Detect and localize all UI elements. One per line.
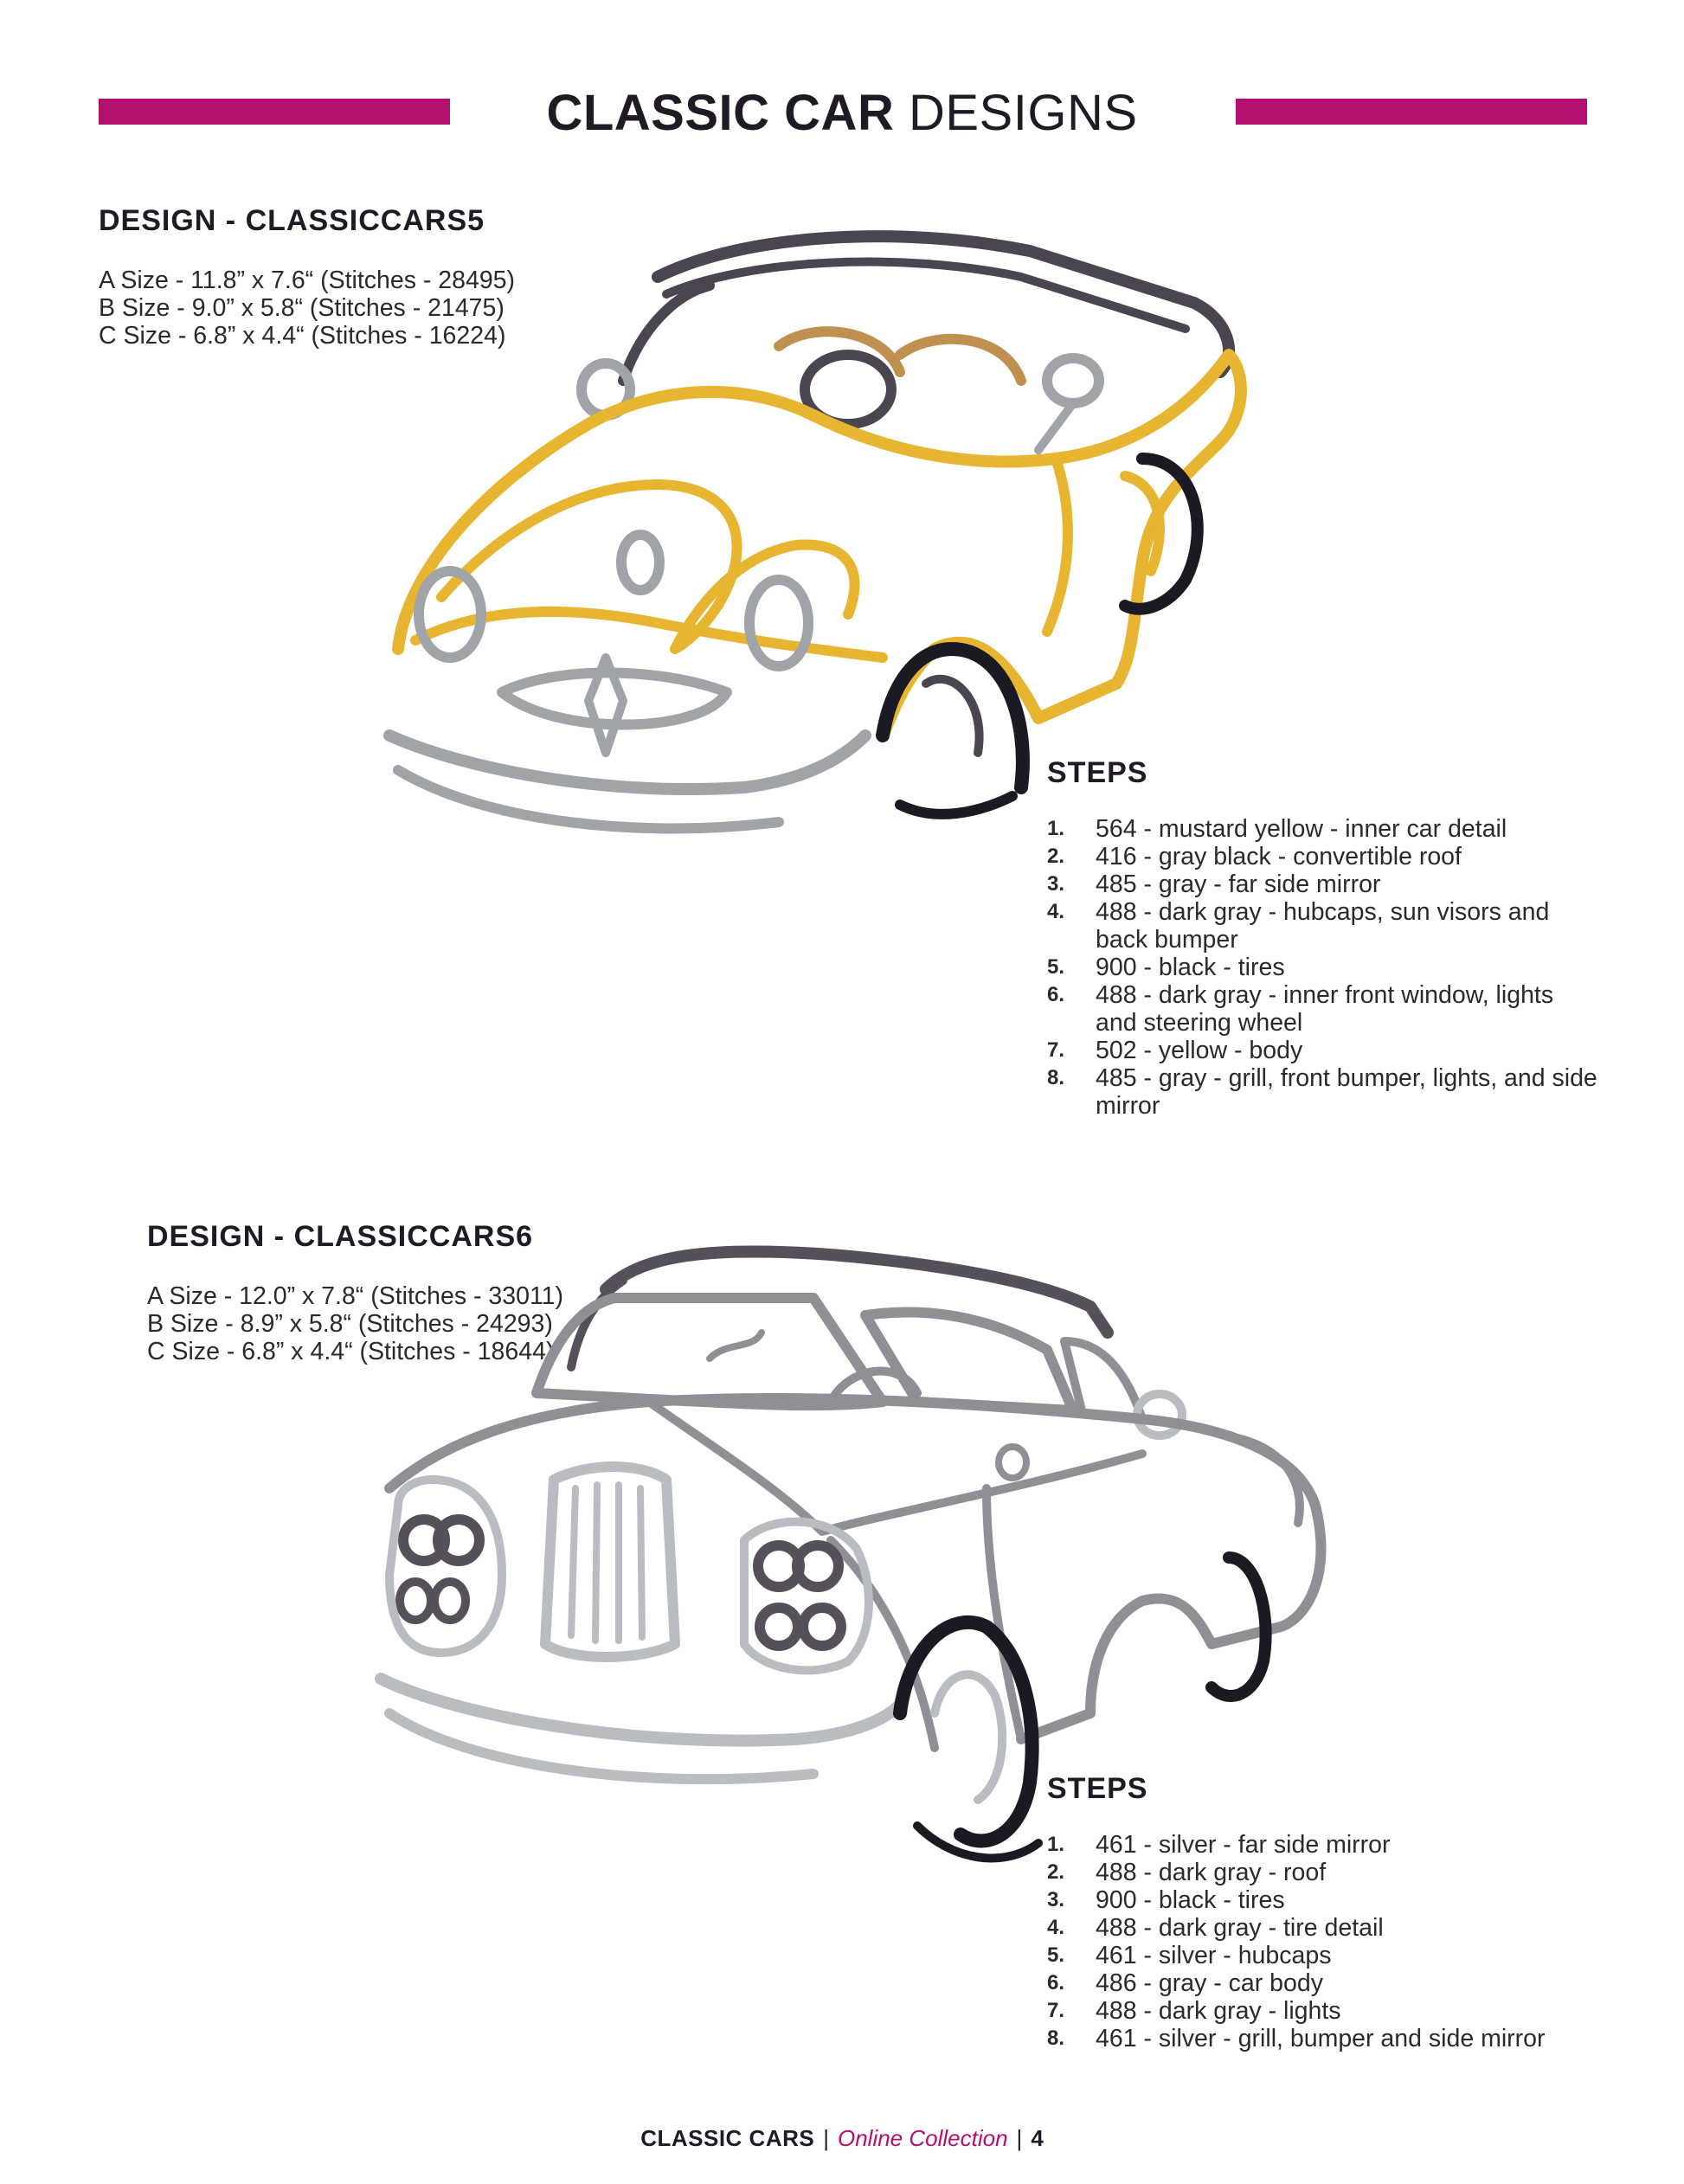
step-text: 502 - yellow - body — [1096, 1037, 1303, 1064]
step-number: 6. — [1047, 1971, 1065, 1995]
design-1-step — [1047, 1037, 1601, 1064]
design-1-step — [1047, 870, 1601, 898]
step-text: 488 - dark gray - hubcaps, sun visors and back bumper — [1096, 898, 1550, 954]
footer-collection: Online Collection — [837, 2125, 1008, 2151]
step-number: 3. — [1047, 872, 1065, 896]
step-text: 485 - gray - far side mirror — [1096, 870, 1381, 898]
step-number: 8. — [1047, 2027, 1065, 2050]
design-2-size-a: A Size - 12.0” x 7.8“ (Stitches - 33011) — [147, 1282, 564, 1310]
step-number: 1. — [1047, 817, 1065, 840]
design-2-step — [1047, 1859, 1601, 1886]
step-text: 564 - mustard yellow - inner car detail — [1096, 815, 1507, 843]
design-2-step — [1047, 1942, 1601, 1969]
step-text: 900 - black - tires — [1096, 1886, 1285, 1914]
design-2-heading: DESIGN - CLASSICCARS6 — [147, 1220, 534, 1253]
step-number: 2. — [1047, 845, 1065, 868]
design-1-size-b: B Size - 9.0” x 5.8“ (Stitches - 21475) — [99, 294, 505, 322]
design-2-step — [1047, 1969, 1601, 1997]
design-2-size-c: C Size - 6.8” x 4.4“ (Stitches - 18644) — [147, 1338, 555, 1365]
step-number: 1. — [1047, 1833, 1065, 1856]
page-title-light: DESIGNS — [908, 85, 1138, 141]
step-number: 5. — [1047, 955, 1065, 979]
design-1-size-a: A Size - 11.8” x 7.6“ (Stitches - 28495) — [99, 267, 516, 294]
step-text: 488 - dark gray - inner front window, lights and steering wheel — [1096, 981, 1554, 1037]
footer-separator: | — [1016, 2125, 1023, 2151]
footer-brand: CLASSIC CARS — [640, 2125, 815, 2151]
step-number: 7. — [1047, 1038, 1065, 1062]
page-title — [0, 83, 1684, 144]
step-number: 6. — [1047, 983, 1065, 1006]
design-2-steps-list — [1047, 1831, 1601, 2052]
step-number: 2. — [1047, 1860, 1065, 1884]
design-2-size-b: B Size - 8.9” x 5.8“ (Stitches - 24293) — [147, 1310, 553, 1338]
footer-separator: | — [823, 2125, 829, 2151]
step-number: 4. — [1047, 1916, 1065, 1939]
step-number: 8. — [1047, 1066, 1065, 1089]
design-1-step — [1047, 981, 1601, 1037]
design-1-step — [1047, 1064, 1601, 1120]
step-number: 7. — [1047, 1999, 1065, 2022]
step-text: 461 - silver - grill, bumper and side mirror — [1096, 2025, 1546, 2052]
step-number: 5. — [1047, 1943, 1065, 1967]
footer-page-number: 4 — [1031, 2125, 1044, 2151]
step-number: 4. — [1047, 900, 1065, 923]
design-2-step — [1047, 1831, 1601, 1859]
design-1-steps-heading: STEPS — [1047, 756, 1148, 789]
step-text: 486 - gray - car body — [1096, 1969, 1323, 1997]
step-text: 461 - silver - far side mirror — [1096, 1831, 1391, 1859]
step-text: 488 - dark gray - tire detail — [1096, 1914, 1384, 1942]
design-2-step — [1047, 1997, 1601, 2025]
design-1-step — [1047, 815, 1601, 843]
step-text: 485 - gray - grill, front bumper, lights, and side mirror — [1096, 1064, 1597, 1120]
design-1-step — [1047, 954, 1601, 981]
design-1-heading: DESIGN - CLASSICCARS5 — [99, 204, 485, 237]
step-text: 488 - dark gray - roof — [1096, 1859, 1327, 1886]
design-2-step — [1047, 2025, 1601, 2052]
design-1-size-c: C Size - 6.8” x 4.4“ (Stitches - 16224) — [99, 322, 506, 350]
step-text: 488 - dark gray - lights — [1096, 1997, 1341, 2025]
design-1-step — [1047, 898, 1601, 954]
design-1-step — [1047, 843, 1601, 870]
design-2-steps-heading: STEPS — [1047, 1772, 1148, 1805]
design-1-steps-list — [1047, 815, 1601, 1120]
design-2-step — [1047, 1886, 1601, 1914]
step-text: 461 - silver - hubcaps — [1096, 1942, 1332, 1969]
step-text: 900 - black - tires — [1096, 954, 1285, 981]
step-number: 3. — [1047, 1888, 1065, 1911]
design-2-step — [1047, 1914, 1601, 1942]
step-text: 416 - gray black - convertible roof — [1096, 843, 1462, 870]
design-1-car-illustration — [294, 199, 1367, 883]
page-title-bold: CLASSIC CAR — [546, 85, 895, 141]
page-footer — [0, 2125, 1684, 2152]
